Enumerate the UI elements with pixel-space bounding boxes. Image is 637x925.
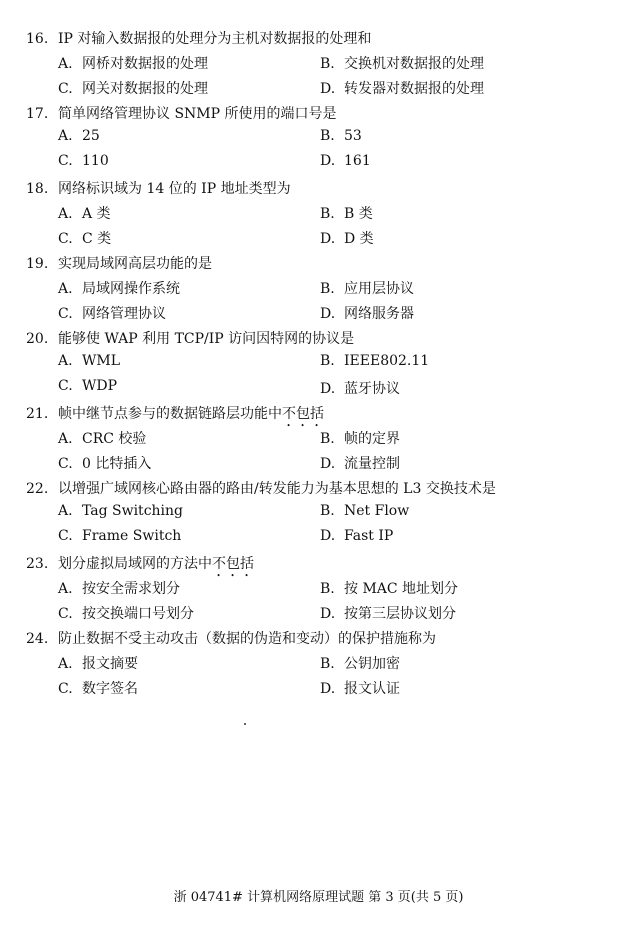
page-footer: 浙 04741# 计算机网络原理试题 第 3 页(共 5 页): [173, 890, 464, 905]
question-stem: [26, 328, 354, 348]
option-text: 帧的定界: [344, 431, 400, 447]
option-text: 按 MAC 地址划分: [344, 581, 459, 597]
option-letter: B.: [320, 431, 335, 447]
option-text: 25: [82, 128, 100, 144]
answer-option: [58, 78, 208, 98]
option-letter: C.: [58, 606, 73, 622]
option-text: CRC 校验: [82, 431, 147, 447]
option-letter: C.: [58, 81, 73, 97]
question-text: 实现局域网高层功能的是: [58, 256, 212, 272]
option-letter: D.: [320, 231, 336, 247]
option-text: 蓝牙协议: [344, 381, 400, 397]
question-stem: [26, 253, 212, 273]
option-letter: B.: [320, 56, 335, 72]
option-text: 0 比特插入: [82, 456, 152, 472]
answer-option: [58, 128, 100, 144]
answer-option: [320, 528, 393, 544]
option-letter: A.: [58, 581, 73, 597]
answer-option: [58, 453, 151, 473]
answer-option: [320, 53, 484, 73]
question-number: 22.: [26, 481, 49, 497]
option-text: 数字签名: [82, 681, 138, 697]
option-text: 网络服务器: [344, 306, 414, 322]
option-text: 报文摘要: [82, 656, 138, 672]
question-stem: [26, 28, 371, 48]
option-letter: C.: [58, 378, 73, 394]
answer-option: [320, 453, 400, 473]
answer-option: [58, 678, 138, 698]
option-letter: D.: [320, 306, 336, 322]
option-text: A 类: [82, 206, 111, 222]
option-text: Fast IP: [344, 528, 394, 544]
option-letter: B.: [320, 128, 335, 144]
option-letter: B.: [320, 656, 335, 672]
option-text: 报文认证: [344, 681, 400, 697]
option-text: 110: [82, 153, 109, 169]
answer-option: [320, 578, 458, 598]
option-letter: A.: [58, 656, 73, 672]
answer-option: [58, 353, 120, 369]
answer-option: [58, 153, 109, 169]
option-letter: D.: [320, 456, 336, 472]
answer-option: [320, 78, 484, 98]
question-stem: [26, 628, 436, 648]
question-number: 21.: [26, 406, 49, 422]
answer-option: [58, 653, 138, 673]
option-text: WDP: [82, 378, 118, 394]
answer-option: [320, 153, 371, 169]
option-letter: A.: [58, 431, 73, 447]
question-stem: [26, 403, 324, 430]
answer-option: [58, 603, 194, 623]
option-letter: A.: [58, 56, 73, 72]
option-text: 流量控制: [344, 456, 400, 472]
option-letter: C.: [58, 231, 73, 247]
answer-option: [320, 128, 362, 144]
option-text: 网桥对数据报的处理: [82, 56, 208, 72]
option-letter: D.: [320, 681, 336, 697]
option-text: 局域网操作系统: [82, 281, 180, 297]
option-letter: A.: [58, 128, 73, 144]
answer-option: [320, 653, 400, 673]
stray-dot: [244, 723, 246, 725]
option-letter: A.: [58, 353, 73, 369]
answer-option: [320, 303, 414, 323]
answer-option: [58, 53, 208, 73]
option-text: 53: [344, 128, 362, 144]
answer-option: [58, 578, 180, 598]
option-letter: B.: [320, 503, 335, 519]
question-stem: [26, 103, 337, 123]
answer-option: [58, 378, 117, 394]
option-letter: C.: [58, 456, 73, 472]
option-text: 按安全需求划分: [82, 581, 180, 597]
option-letter: D.: [320, 606, 336, 622]
option-text: WML: [82, 353, 121, 369]
answer-option: [320, 203, 373, 223]
question-text: 划分虚拟局域网的方法中: [58, 556, 212, 572]
question-text: 以增强广域网核心路由器的路由/转发能力为基本思想的 L3 交换技术是: [58, 481, 496, 497]
emphasized-text: 不包括: [212, 556, 254, 572]
question-number: 20.: [26, 331, 49, 347]
option-letter: D.: [320, 81, 336, 97]
question-number: 24.: [26, 631, 49, 647]
option-text: C 类: [82, 231, 112, 247]
option-letter: B.: [320, 581, 335, 597]
option-text: 公钥加密: [344, 656, 400, 672]
question-number: 23.: [26, 556, 49, 572]
option-text: 应用层协议: [344, 281, 414, 297]
option-letter: B.: [320, 281, 335, 297]
answer-option: [320, 278, 414, 298]
option-letter: A.: [58, 281, 73, 297]
question-text: IP 对输入数据报的处理分为主机对数据报的处理和: [58, 31, 372, 47]
option-letter: C.: [58, 306, 73, 322]
answer-option: [58, 303, 166, 323]
question-stem: [26, 478, 496, 498]
question-number: 17.: [26, 106, 49, 122]
option-letter: A.: [58, 206, 73, 222]
question-number: 16.: [26, 31, 49, 47]
question-text: 网络标识域为 14 位的 IP 地址类型为: [58, 181, 291, 197]
answer-option: [320, 428, 400, 448]
option-text: 161: [344, 153, 371, 169]
answer-option: [58, 528, 181, 544]
question-stem: [26, 553, 254, 580]
option-letter: B.: [320, 353, 335, 369]
question-text: 简单网络管理协议 SNMP 所使用的端口号是: [58, 106, 337, 122]
answer-option: [58, 503, 183, 519]
option-letter: D.: [320, 153, 336, 169]
option-letter: C.: [58, 153, 73, 169]
answer-option: [320, 228, 374, 248]
option-letter: D.: [320, 528, 336, 544]
answer-option: [320, 503, 409, 519]
answer-option: [320, 353, 429, 369]
question-text: 防止数据不受主动攻击（数据的伪造和变动）的保护措施称为: [58, 631, 436, 647]
option-text: IEEE802.11: [344, 353, 430, 369]
option-text: D 类: [344, 231, 374, 247]
question-text: 帧中继节点参与的数据链路层功能中: [58, 406, 282, 422]
option-letter: B.: [320, 206, 335, 222]
option-text: 按第三层协议划分: [344, 606, 456, 622]
option-letter: C.: [58, 528, 73, 544]
option-text: 网络管理协议: [82, 306, 166, 322]
option-text: Tag Switching: [82, 503, 184, 519]
option-text: Frame Switch: [82, 528, 182, 544]
question-text: 能够使 WAP 利用 TCP/IP 访问因特网的协议是: [58, 331, 355, 347]
answer-option: [58, 428, 146, 448]
option-text: 交换机对数据报的处理: [344, 56, 484, 72]
answer-option: [320, 603, 456, 623]
emphasized-text: 不包括: [282, 406, 324, 422]
option-letter: C.: [58, 681, 73, 697]
answer-option: [320, 678, 400, 698]
option-text: B 类: [344, 206, 373, 222]
option-letter: D.: [320, 381, 336, 397]
option-text: 按交换端口号划分: [82, 606, 194, 622]
answer-option: [320, 378, 400, 398]
answer-option: [58, 203, 111, 223]
question-number: 19.: [26, 256, 49, 272]
option-text: Net Flow: [344, 503, 410, 519]
question-number: 18.: [26, 181, 49, 197]
answer-option: [58, 228, 111, 248]
answer-option: [58, 278, 180, 298]
option-letter: A.: [58, 503, 73, 519]
option-text: 转发器对数据报的处理: [344, 81, 484, 97]
option-text: 网关对数据报的处理: [82, 81, 208, 97]
question-stem: [26, 178, 291, 198]
